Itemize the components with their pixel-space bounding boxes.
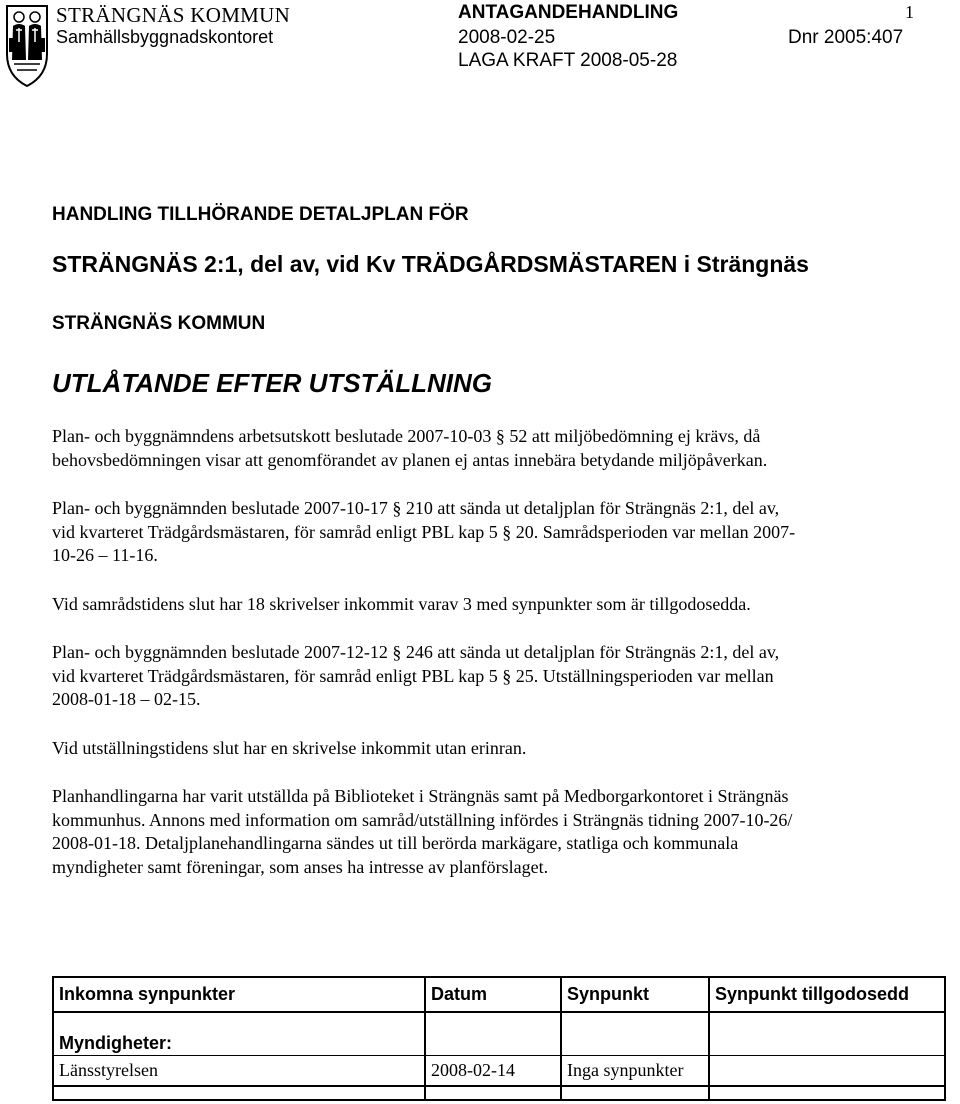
paragraph-line: Plan- och byggnämndens arbetsutskott beslutade 2007-10-03 § 52 att miljöbedömning ej krävs, då [52,426,761,446]
column-header: Synpunkt [561,977,709,1012]
table-cell [53,1086,425,1100]
paragraph-exhibition [52,641,922,712]
table-row [53,1056,945,1087]
table-cell [709,1086,945,1100]
paragraph-line: Plan- och byggnämnden beslutade 2007-12-12 § 246 att sända ut detaljplan för Strängnäs 2:1, del av, [52,642,780,662]
diary-number: Dnr 2005:407 [788,27,904,48]
paragraph-line: myndigheter samt föreningar, som anses ha intresse av planförslaget. [52,856,549,877]
paragraph-consultation-result [52,593,922,617]
paragraph-line: 10-26 – 11-16. [52,545,158,565]
paragraph-line: Vid utställningstidens slut har en skrivelse inkommit utan erinran. [52,738,527,758]
paragraph-line: behovsbedömningen visar att genomförandet av planen ej antas innebära betydande miljöpåverkan. [52,449,768,470]
table-header-row [53,977,945,1012]
paragraph-exhibition-result [52,737,922,761]
table-spacer-row [53,1012,945,1031]
document-type: ANTAGANDEHANDLING [458,2,679,23]
coat-of-arms-icon [4,2,50,88]
statement-heading: UTLÅTANDE EFTER UTSTÄLLNING [52,368,493,398]
table-cell [425,1086,561,1100]
table-cell: Inga synpunkter [561,1056,709,1087]
table-row [53,1086,945,1100]
table-cell [709,1031,945,1056]
table-cell [561,1086,709,1100]
paragraph-consultation [52,497,922,568]
paragraph-environment-assessment [52,425,922,472]
table-cell: 2008-02-14 [425,1056,561,1087]
comments-table [52,976,946,1101]
kommun-heading: STRÄNGNÄS KOMMUN [52,313,266,334]
table-cell: Länsstyrelsen [53,1056,425,1087]
document-date: 2008-02-25 [458,27,556,48]
table-cell [709,1012,945,1031]
law-in-force-date: LAGA KRAFT 2008-05-28 [458,50,678,71]
table-cell [425,1031,561,1056]
table-cell [561,1031,709,1056]
page-number: 1 [905,2,914,22]
department-name: Samhällsbyggnadskontoret [56,27,274,47]
column-header: Inkomna synpunkter [53,977,425,1012]
paragraph-line: Planhandlingarna har varit utställda på Biblioteket i Strängnäs samt på Medborgarkontoret i Strängnäs [52,786,789,806]
table-group-row [53,1031,945,1056]
paragraph-line: vid kvarteret Trädgårdsmästaren, för samråd enligt PBL kap 5 § 25. Utställningsperioden var mellan [52,665,774,686]
table-cell [709,1056,945,1087]
group-label: Myndigheter: [53,1031,425,1056]
paragraph-line: vid kvarteret Trädgårdsmästaren, för samråd enligt PBL kap 5 § 20. Samrådsperioden var mellan 2007- [52,521,796,542]
column-header: Datum [425,977,561,1012]
table-cell [561,1012,709,1031]
paragraph-line: kommunhus. Annons med information om samråd/utställning infördes i Strängnäs tidning 2007-10-26/ [52,809,793,830]
paragraph-publication [52,785,922,879]
paragraph-line: 2008-01-18. Detaljplanehandlingarna sändes ut till berörda markägare, statliga och kommunala [52,833,739,853]
kommun-name: STRÄNGNÄS KOMMUN [56,3,291,27]
paragraph-line: Vid samrådstidens slut har 18 skrivelser inkommit varav 3 med synpunkter som är tillgodosedda. [52,594,751,614]
handling-heading: HANDLING TILLHÖRANDE DETALJPLAN FÖR [52,204,469,225]
plan-title: STRÄNGNÄS 2:1, del av, vid Kv TRÄDGÅRDSMÄSTAREN i Strängnäs [52,251,809,277]
paragraph-line: 2008-01-18 – 02-15. [52,689,201,709]
column-header: Synpunkt tillgodosedd [709,977,945,1012]
paragraph-line: Plan- och byggnämnden beslutade 2007-10-17 § 210 att sända ut detaljplan för Strängnäs 2:1, del av, [52,498,780,518]
table-cell [53,1012,425,1031]
table-cell [425,1012,561,1031]
